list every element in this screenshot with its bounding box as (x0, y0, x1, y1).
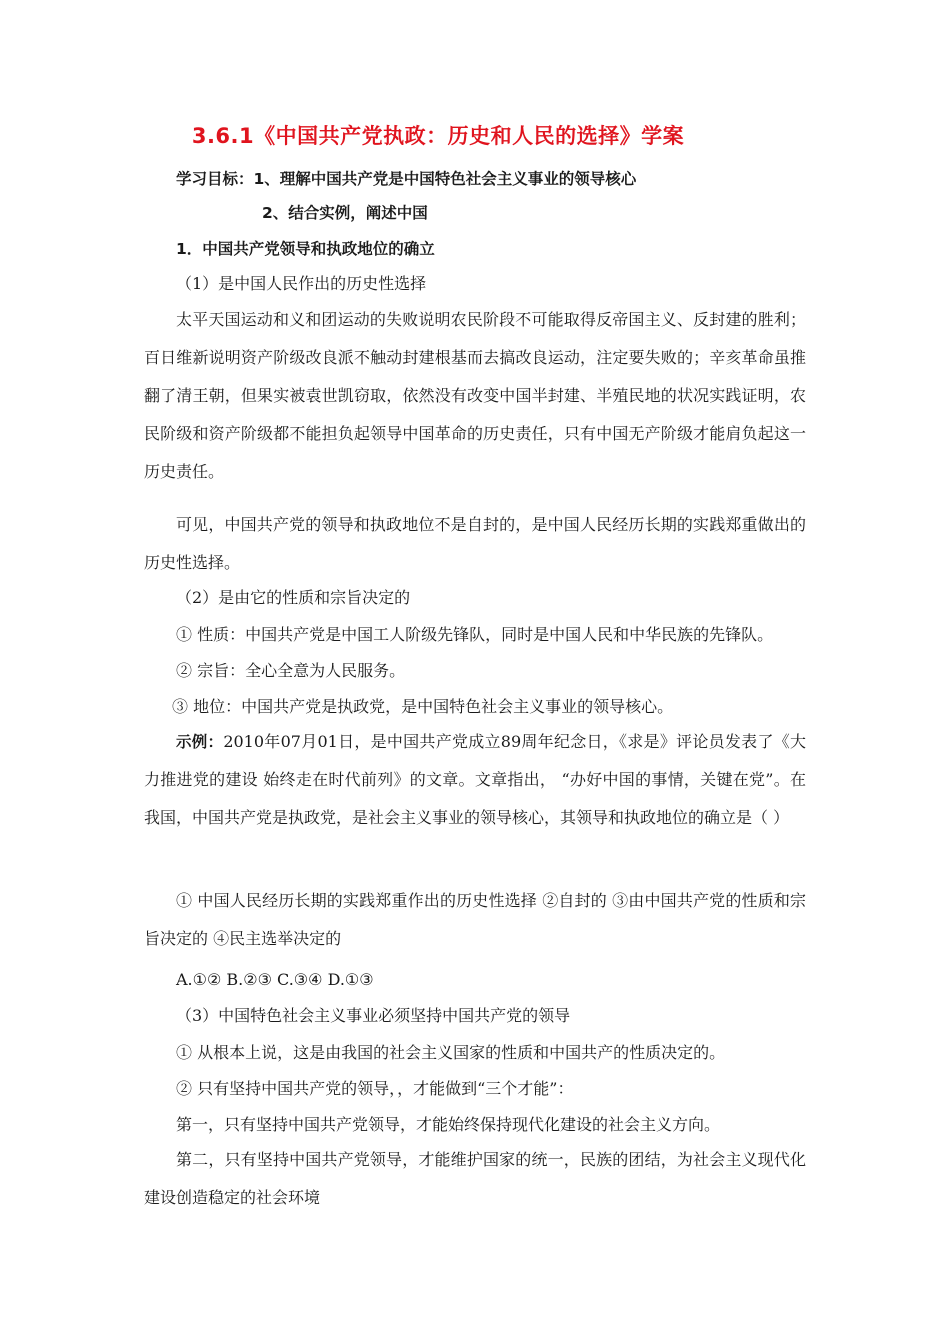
objective-line-2: 2、结合实例，阐述中国 (262, 204, 428, 222)
page-title: 3.6.1《中国共产党执政：历史和人民的选择》学案 (191, 124, 685, 148)
subheading-2: （2）是由它的性质和宗旨决定的 (176, 588, 411, 607)
example-text: 2010年07月01日，是中国共产党成立89周年纪念日，《求是》评论员发表了《大力推进党的建设 始终走在时代前列》的文章。文章指出， “办好中国的事情，关键在党”。在我国，中国共产党是执政党，是社会主义事业的领导核心，其领导和执政地位的确立是（ ） (144, 732, 806, 827)
list-item-three-abilities: ② 只有坚持中国共产党的领导，，才能做到“三个才能”： (176, 1079, 574, 1098)
example-paragraph (144, 723, 806, 837)
paragraph-conclusion: 可见，中国共产党的领导和执政地位不是自封的，是中国人民经历长期的实践郑重做出的历史性选择。 (144, 515, 806, 572)
point-first: 第一，只有坚持中国共产党领导，才能始终保持现代化建设的社会主义方向。 (176, 1115, 721, 1134)
paragraph-history: 太平天国运动和义和团运动的失败说明农民阶段不可能取得反帝国主义、反封建的胜利；百日维新说明资产阶级改良派不触动封建根基而去搞改良运动，注定要失败的；辛亥革命虽推翻了清王朝，但果实被袁世凯窃取，依然没有改变中国半封建、半殖民地的状况实践证明，农民阶级和资产阶级都不能担负起领导中国革命的历史责任，只有中国无产阶级才能肩负起这一历史责任。 (144, 310, 806, 481)
objective-line-1: 学习目标：1、理解中国共产党是中国特色社会主义事业的领导核心 (176, 170, 637, 188)
list-item-purpose: ② 宗旨：全心全意为人民服务。 (176, 661, 406, 680)
example-options: ① 中国人民经历长期的实践郑重作出的历史性选择 ②自封的 ③由中国共产党的性质和宗旨决定的 ④民主选举决定的 (144, 891, 806, 948)
subheading-1: （1）是中国人民作出的历史性选择 (176, 274, 427, 293)
answer-choices: A.①② B.②③ C.③④ D.①③ (176, 970, 374, 989)
section-heading: 1．中国共产党领导和执政地位的确立 (176, 240, 435, 258)
example-label: 示例： (176, 733, 224, 751)
list-item-status: ③ 地位：中国共产党是执政党，是中国特色社会主义事业的领导核心。 (172, 697, 674, 716)
list-item-fundamental: ① 从根本上说，这是由我国的社会主义国家的性质和中国共产的性质决定的。 (176, 1043, 726, 1062)
point-second: 第二，只有坚持中国共产党领导，才能维护国家的统一，民族的团结，为社会主义现代化建设创造稳定的社会环境 (144, 1150, 806, 1207)
subheading-3: （3）中国特色社会主义事业必须坚持中国共产党的领导 (176, 1006, 571, 1025)
list-item-nature: ① 性质：中国共产党是中国工人阶级先锋队，同时是中国人民和中华民族的先锋队。 (176, 625, 774, 644)
